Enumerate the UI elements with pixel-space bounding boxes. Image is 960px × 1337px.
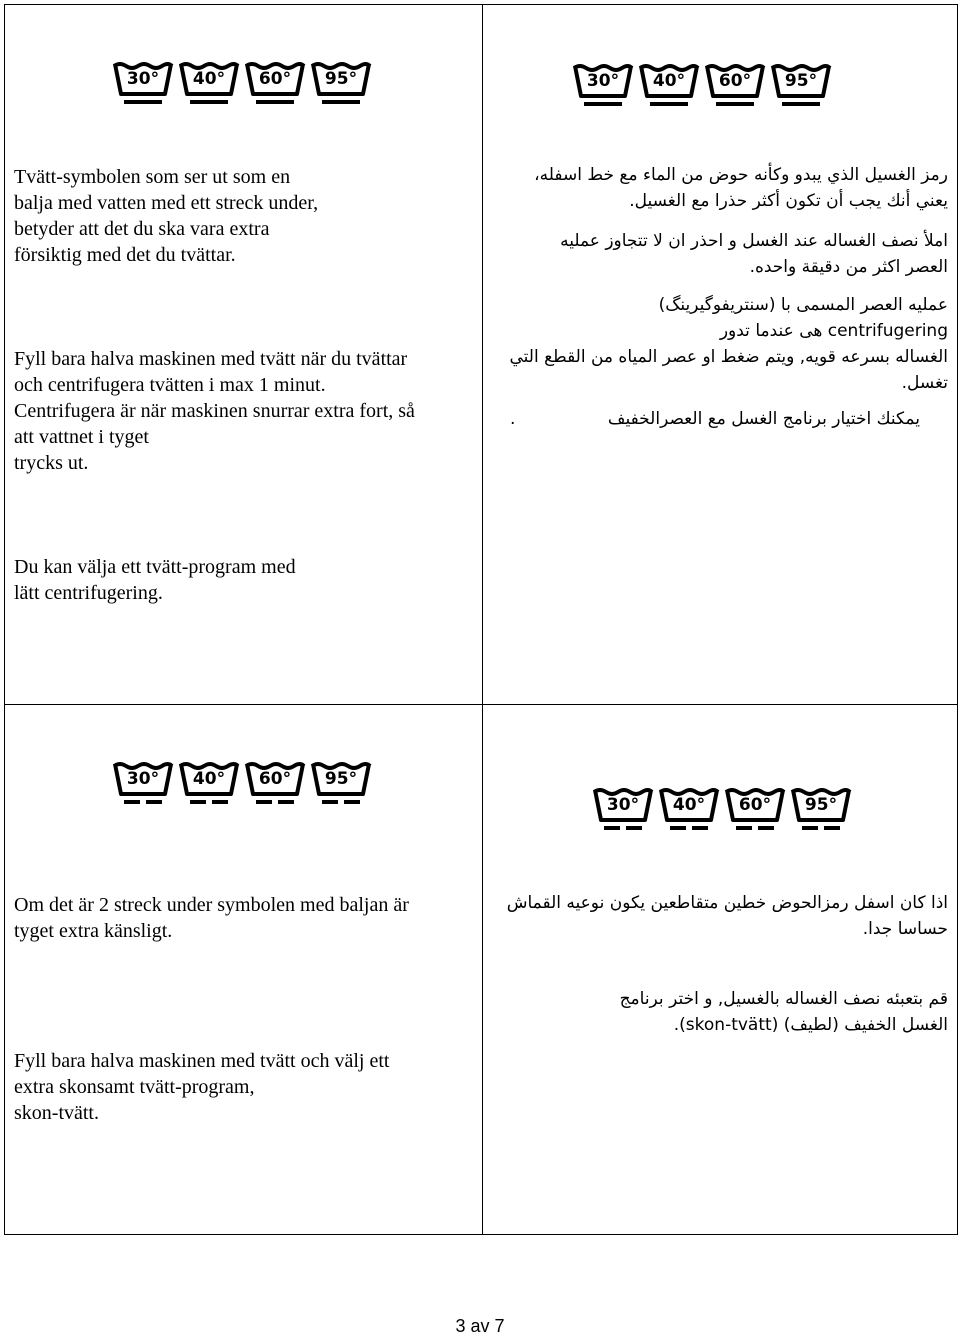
temperature-label: 40° <box>192 769 226 789</box>
underline-dash <box>824 826 840 830</box>
swedish-paragraph-1: Tvätt-symbolen som ser ut som en balja med vatten med ett streck under, betyder att det du ska vara extra försiktig med det du tvättar. <box>14 166 319 266</box>
underline-dash <box>146 800 162 804</box>
temperature-label: 60° <box>718 71 752 91</box>
wash-tub-icon <box>178 60 240 108</box>
water-wave <box>180 764 238 768</box>
wash-tub-icon <box>638 62 700 110</box>
underline-dash <box>670 826 686 830</box>
underline-dash <box>604 826 620 830</box>
swedish-bottom-paragraph-1: Om det är 2 streck under symbolen med baljan är tyget extra känsligt. <box>14 894 409 942</box>
water-wave <box>246 64 304 68</box>
water-wave <box>114 764 172 768</box>
underline-dash <box>190 800 206 804</box>
arabic-bottom-p2-line1: قم بتعبئه نصف الغساله بالغسيل, و اختر برنامج <box>619 989 948 1009</box>
wash-tub-icon <box>704 62 766 110</box>
wash-tub-icon <box>770 62 832 110</box>
wash-tub-icon <box>310 60 372 108</box>
wash-tub-icon <box>178 760 240 808</box>
swedish-text-top <box>14 138 474 632</box>
arabic-text-top <box>492 162 948 432</box>
arabic-p1-line2: يعني أنك يجب أن تكون أكثر حذرا مع الغسيل. <box>629 191 948 211</box>
temperature-label: 40° <box>672 795 706 815</box>
underline-dash <box>758 826 774 830</box>
wash-tub-icon <box>112 60 174 108</box>
water-wave <box>594 790 652 794</box>
arabic-p4 <box>492 406 948 432</box>
underline-dash <box>278 800 294 804</box>
underline-dash <box>802 826 818 830</box>
wash-symbols-single-line-left <box>112 60 372 108</box>
arabic-p3-line4: تغسل. <box>901 373 948 393</box>
temperature-label: 95° <box>784 71 818 91</box>
underline-dash <box>344 800 360 804</box>
water-wave <box>574 66 632 70</box>
swedish-text-bottom <box>14 866 474 1152</box>
underline-dash <box>124 800 140 804</box>
water-wave <box>660 790 718 794</box>
water-wave <box>706 66 764 70</box>
temperature-label: 95° <box>804 795 838 815</box>
wash-tub-icon <box>310 760 372 808</box>
arabic-bottom-p1-line2: حساسا جدا. <box>862 919 948 939</box>
underline-bar <box>124 100 162 104</box>
water-wave <box>312 764 370 768</box>
swedish-paragraph-3: Du kan välja ett tvätt-program med lätt centrifugering. <box>14 556 296 604</box>
arabic-p2-line1: املأ نصف الغساله عند الغسل و احذر ان لا تتجاوز عمليه <box>560 231 948 251</box>
underline-bar <box>782 102 820 106</box>
wash-tub-icon <box>658 786 720 834</box>
underline-bar <box>190 100 228 104</box>
temperature-label: 95° <box>324 769 358 789</box>
table-bottom-border <box>4 1234 958 1235</box>
arabic-p2-line2: العصر اكثر من دقيقة واحده. <box>749 257 948 277</box>
temperature-label: 60° <box>258 769 292 789</box>
table-top-border <box>4 4 958 5</box>
temperature-label: 60° <box>258 69 292 89</box>
underline-dash <box>212 800 228 804</box>
temperature-label: 60° <box>738 795 772 815</box>
arabic-text-bottom <box>492 890 948 1038</box>
table-center-border <box>482 4 483 1235</box>
table-right-border <box>957 4 958 1235</box>
water-wave <box>312 64 370 68</box>
wash-tub-icon <box>244 760 306 808</box>
arabic-p4-dot: . <box>510 409 516 429</box>
arabic-p3-line2: centrifugering هى عندما تدور <box>719 321 948 341</box>
wash-tub-icon <box>112 760 174 808</box>
temperature-label: 30° <box>126 769 160 789</box>
wash-tub-icon <box>572 62 634 110</box>
swedish-bottom-paragraph-2: Fyll bara halva maskinen med tvätt och välj ett extra skonsamt tvätt-program, skon-tvätt. <box>14 1050 390 1124</box>
underline-dash <box>256 800 272 804</box>
underline-bar <box>584 102 622 106</box>
temperature-label: 30° <box>126 69 160 89</box>
arabic-p1-line1: رمز الغسيل الذي يبدو وكأنه حوض من الماء مع خط اسفله، <box>534 165 948 185</box>
water-wave <box>246 764 304 768</box>
temperature-label: 40° <box>652 71 686 91</box>
water-wave <box>640 66 698 70</box>
underline-bar <box>650 102 688 106</box>
temperature-label: 40° <box>192 69 226 89</box>
underline-bar <box>322 100 360 104</box>
wash-tub-icon <box>724 786 786 834</box>
water-wave <box>180 64 238 68</box>
temperature-label: 30° <box>606 795 640 815</box>
arabic-bottom-p1-line1: اذا كان اسفل رمزالحوض خطين متقاطعين يكون نوعيه القماش <box>506 893 948 913</box>
table-middle-border <box>4 704 958 705</box>
page-number: 3 av 7 <box>455 1316 505 1336</box>
wash-symbols-double-line-left <box>112 760 372 808</box>
wash-tub-icon <box>244 60 306 108</box>
underline-dash <box>692 826 708 830</box>
water-wave <box>792 790 850 794</box>
arabic-bottom-p2-line2: الغسل الخفيف (لطيف) (skon-tvätt). <box>673 1015 948 1035</box>
temperature-label: 95° <box>324 69 358 89</box>
underline-dash <box>322 800 338 804</box>
underline-bar <box>716 102 754 106</box>
wash-symbols-double-line-right <box>592 786 852 834</box>
underline-bar <box>256 100 294 104</box>
wash-tub-icon <box>790 786 852 834</box>
wash-tub-icon <box>592 786 654 834</box>
table-left-border <box>4 4 5 1235</box>
swedish-paragraph-2: Fyll bara halva maskinen med tvätt när du tvättar och centrifugera tvätten i max 1 minut. Centrifugera är när maskinen snurrar extra fort, så att vattnet i tyget trycks ut. <box>14 348 415 474</box>
underline-dash <box>736 826 752 830</box>
water-wave <box>114 64 172 68</box>
arabic-p3-line1: عمليه العصر المسمى با (سنتريفوگيرينگ) <box>658 295 948 315</box>
water-wave <box>726 790 784 794</box>
underline-dash <box>626 826 642 830</box>
water-wave <box>772 66 830 70</box>
wash-symbols-single-line-right <box>572 62 832 110</box>
temperature-label: 30° <box>586 71 620 91</box>
arabic-p4-text: يمكنك اختيار برنامج الغسل مع العصرالخفيف <box>607 409 920 429</box>
arabic-p3-line3: الغساله بسرعه قويه, ويتم ضغط او عصر المياه من القطع التي <box>509 347 948 367</box>
